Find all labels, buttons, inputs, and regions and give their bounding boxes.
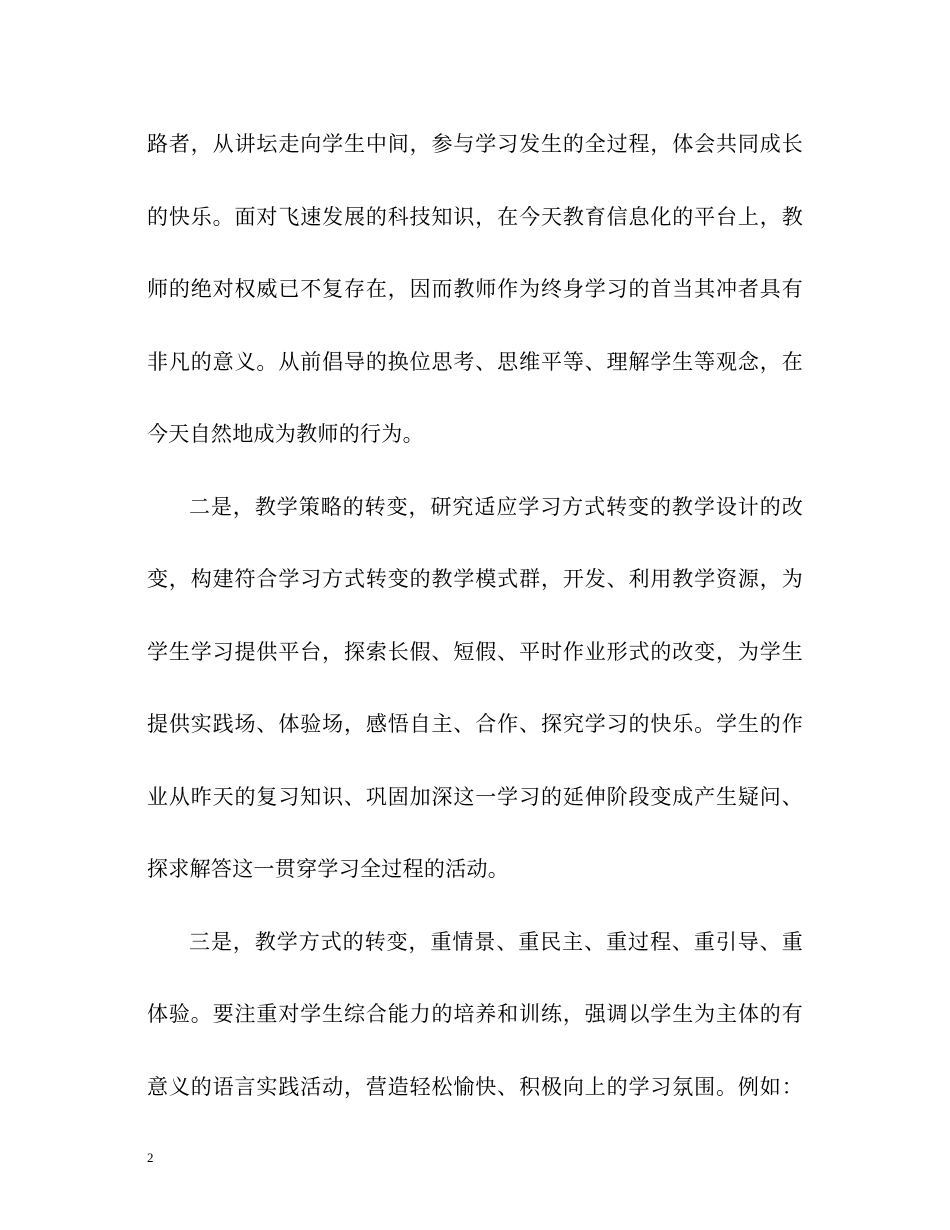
text-line: 学生学习提供平台，探索长假、短假、平时作业形式的改变，为学生 xyxy=(147,639,803,664)
text-line: 今天自然地成为教师的行为。 xyxy=(147,422,424,446)
text-line: 二是，教学策略的转变，研究适应学习方式转变的教学设计的改 xyxy=(189,494,803,519)
text-line: 非凡的意义。从前倡导的换位思考、思维平等、理解学生等观念，在 xyxy=(147,349,803,374)
text-line: 变，构建符合学习方式转变的教学模式群，开发、利用教学资源，为 xyxy=(147,567,803,591)
text-line: 师的绝对权威已不复存在，因而教师作为终身学习的首当其冲者具有 xyxy=(147,277,803,301)
text-line: 业从昨天的复习知识、巩固加深这一学习的延伸阶段变成产生疑问、 xyxy=(147,784,803,809)
text-line: 探求解答这一贯穿学习全过程的活动。 xyxy=(147,857,510,881)
text-line: 三是，教学方式的转变，重情景、重民主、重过程、重引导、重 xyxy=(189,929,803,954)
body-text xyxy=(147,122,803,1137)
text-line: 提供实践场、体验场，感悟自主、合作、探究学习的快乐。学生的作 xyxy=(147,712,803,736)
text-line: 体验。要注重对学生综合能力的培养和训练，强调以学生为主体的有 xyxy=(147,1002,803,1026)
text-line: 意义的语言实践活动，营造轻松愉快、积极向上的学习氛围。例如： xyxy=(147,1074,803,1099)
text-line: 的快乐。面对飞速发展的科技知识，在今天教育信息化的平台上，教 xyxy=(147,204,803,229)
page-number: 2 xyxy=(147,1150,154,1165)
text-line: 路者，从讲坛走向学生中间，参与学习发生的全过程，体会共同成长 xyxy=(147,132,803,156)
